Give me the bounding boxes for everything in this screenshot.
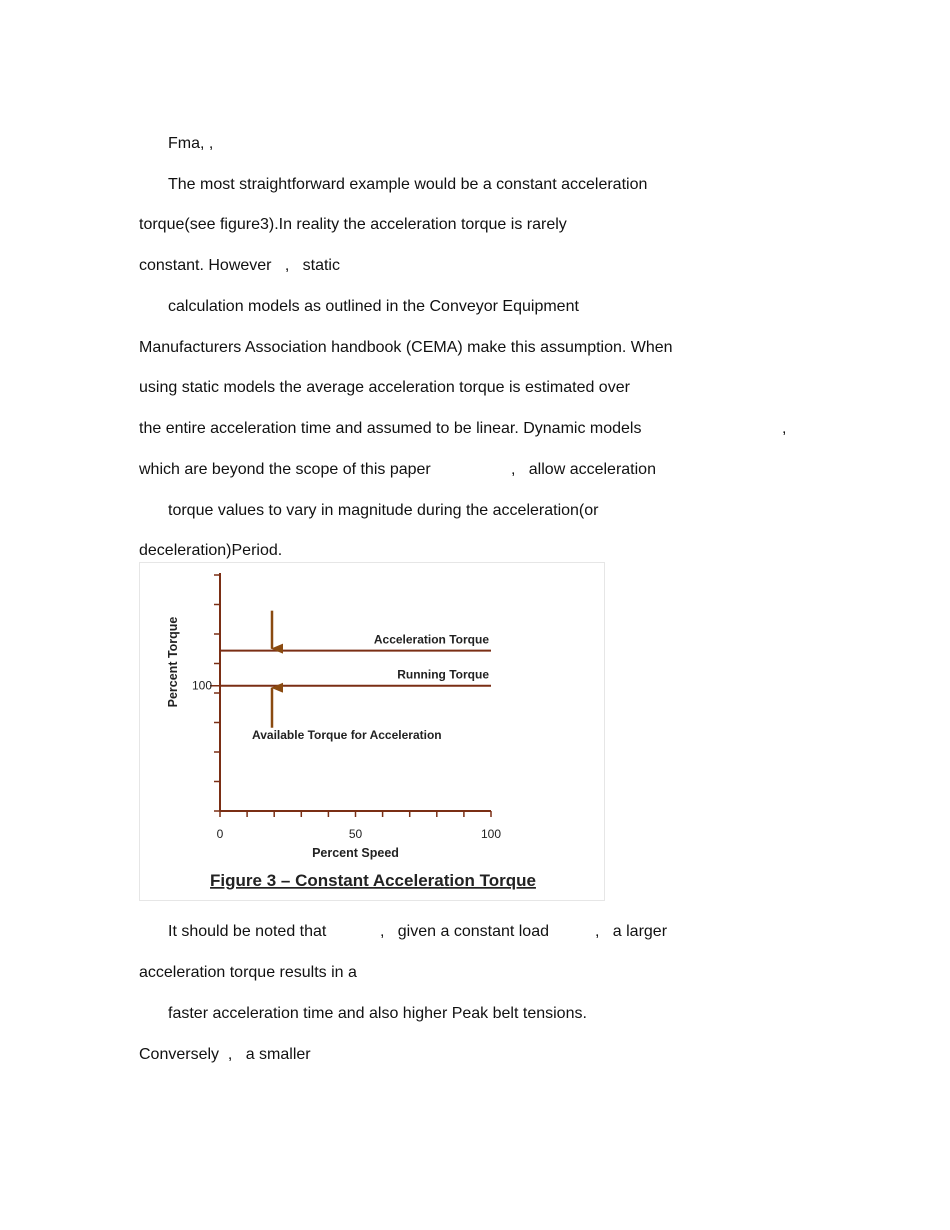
x-tick-label: 50 [348, 827, 363, 841]
series-label: Running Torque [397, 667, 489, 682]
text-line: , a larger [595, 923, 668, 940]
text-line: Fma, , [168, 135, 214, 152]
annotation-label: Available Torque for Acceleration [252, 728, 442, 742]
text-line: constant. However , static [139, 257, 340, 274]
series-label: Acceleration Torque [373, 632, 489, 647]
text-line: , given a constant load [380, 923, 549, 940]
y-tick-label: 100 [191, 678, 212, 693]
text-line: calculation models as outlined in the Conveyor Equipment [168, 298, 579, 315]
text-line: torque(see figure3).In reality the acceleration torque is rarely [139, 216, 567, 233]
chart [140, 563, 606, 902]
text-line: deceleration)Period. [139, 542, 283, 559]
text-line: The most straightforward example would be a constant acceleration [168, 176, 648, 193]
text-line: which are beyond the scope of this paper [139, 461, 431, 478]
figure-3 [139, 562, 605, 901]
chart-axes [210, 573, 491, 817]
figure-caption: Figure 3 – Constant Acceleration Torque [210, 871, 536, 890]
text-line: Manufacturers Association handbook (CEMA) make this assumption. When [139, 339, 673, 356]
x-axis-title: Percent Speed [312, 846, 399, 860]
text-line: using static models the average acceleration torque is estimated over [139, 379, 630, 396]
x-tick-label: 100 [480, 827, 502, 841]
text-line: , allow acceleration [511, 461, 656, 478]
text-line: acceleration torque results in a [139, 964, 357, 981]
text-line: torque values to vary in magnitude during the acceleration(or [168, 502, 599, 519]
text-line: faster acceleration time and also higher Peak belt tensions. [168, 1005, 587, 1022]
text-line: , [782, 420, 787, 437]
text-line: the entire acceleration time and assumed to be linear. Dynamic models [139, 420, 642, 437]
text-line: Conversely , a smaller [139, 1046, 311, 1063]
text-line: It should be noted that [168, 923, 327, 940]
y-axis-title: Percent Torque [166, 616, 180, 708]
x-tick-label: 0 [216, 827, 224, 841]
